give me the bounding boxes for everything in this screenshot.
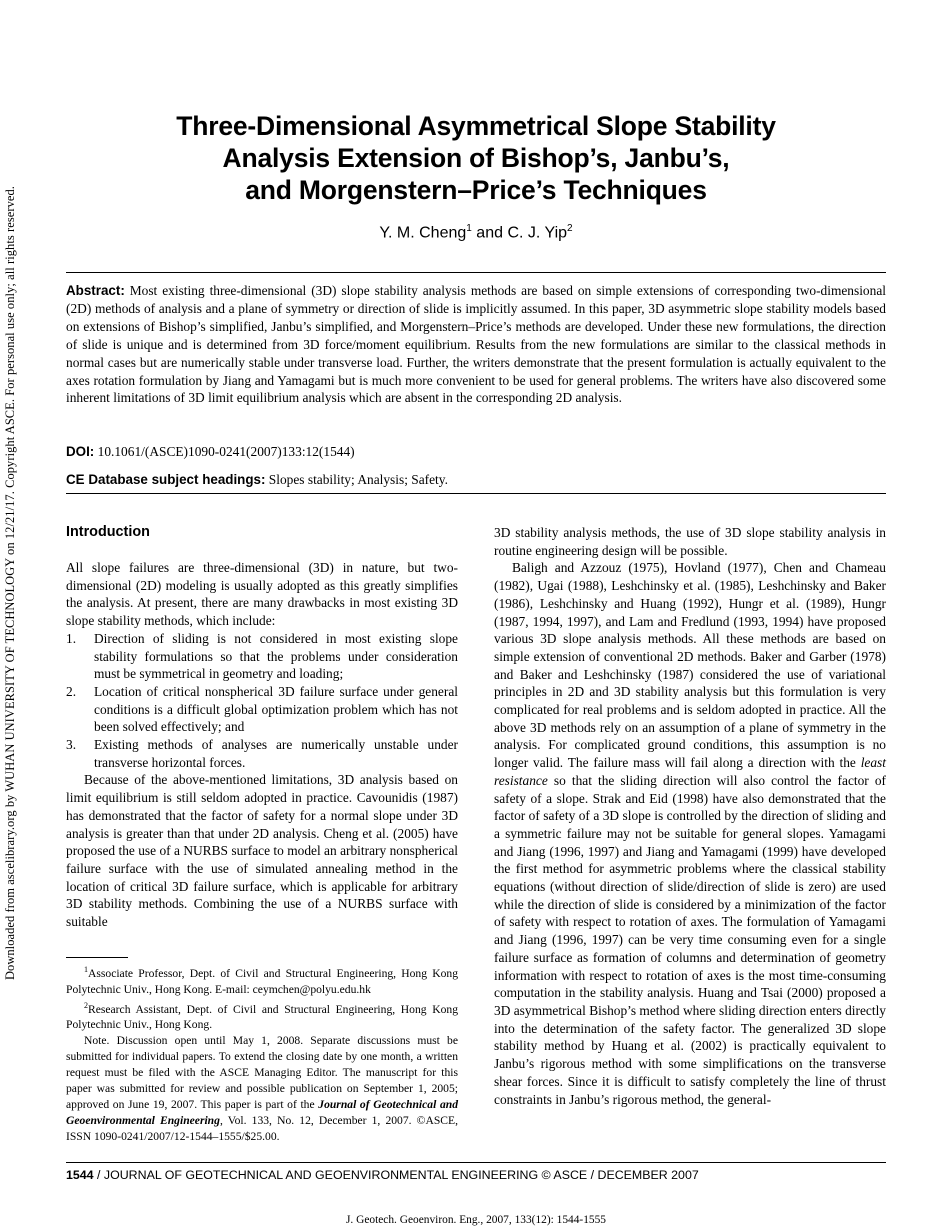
right-paragraph-2-text-end: so that the sliding direction will also control the factor of safety of a slope. Strak and Eid (1998) have also demonstrated that the factor of safety of a 3D slope is controlled by the direction of sliding and a symmetric failure may not be suitable for general slopes. Yamagami and Jiang (1996, 1997) and Jiang and Yamagami (1999) have developed the first method for asymmetric problems where the classical stability equations (without direction of slide/direction of slide is zero) are used while the direction of slide is considered by a minimization of the factor of safety with respect to rotation of axes. The formulation of Yamagami and Jiang (1996, 1997) can be very time consuming even for a single failure surface as formation of columns and determination of geometry information with respect to rotation of axes is the most time-consuming computation in the stability analysis. Huang and Tsai (2000) proposed a 3D asymmetrical Bishop’s method where sliding direction enters directly into the determination of the safety factor. The generalized 3D slope stability method by Huang et al. (2002) is practically equivalent to Janbu’s rigorous method with some simplifications on the transverse shear forces. Since it is difficult to satisfy completely the line of thrust constraints in Janbu’s rigorous method, the general-	[494, 772, 886, 1107]
right-paragraph-2-text: Baligh and Azzouz (1975), Hovland (1977), Chen and Chameau (1982), Ugai (1988), Leshchinsky et al. (1985), Leshchinsky and Baker (1986), Leshchinsky and Huang (1992), Hungr et al. (1989), Hungr (1987, 1994, 1997), and Lam and Fredlund (1993, 1994) have proposed various 3D slope analysis methods. All these methods are based on simple extension of conventional 2D methods. Baker and Garber (1978) and Baker and Leshchinsky (1987) considered the use of variational principles in 2D and 3D stability analysis but this formulation is very complicated for real problems and is seldom adopted in practice. All the above 3D methods rely on an assumption of a plane of symmetry in the analysis. For complicated ground conditions, this assumption is no longer valid. The failure mass will fail along a direction with the	[494, 560, 886, 771]
emphasis-text: least resistance	[494, 755, 886, 788]
footer-divider	[66, 1162, 886, 1163]
abstract	[66, 282, 886, 407]
running-footer	[66, 1168, 699, 1182]
list-item-number: 2.	[66, 683, 77, 699]
footnote-1	[66, 962, 458, 998]
subject-headings	[66, 471, 886, 488]
list-item	[66, 736, 458, 771]
title-line-1: Three-Dimensional Asymmetrical Slope Stability	[176, 111, 776, 141]
right-paragraph-2	[494, 559, 886, 1108]
list-item-text: Location of critical nonspherical 3D failure surface under general conditions is a difficult global optimization problem which has not been solved effectively; and	[94, 683, 458, 735]
list-item-text: Existing methods of analyses are numerically unstable under transverse horizontal forces.	[94, 737, 458, 770]
title-line-3: and Morgenstern–Price’s Techniques	[245, 175, 707, 205]
list-item-number: 3.	[66, 737, 77, 753]
left-column	[66, 524, 458, 931]
right-paragraph-1: 3D stability analysis methods, the use of 3D slope stability analysis in routine engineering design will be possible.	[494, 525, 886, 558]
doi-value: 10.1061/(ASCE)1090-0241(2007)133:12(1544)	[97, 444, 355, 459]
right-column	[494, 524, 886, 1108]
discussion-note	[66, 1033, 458, 1144]
footnote-divider	[66, 957, 128, 958]
note-text-end: , Vol. 133, No. 12, December 1, 2007. ©ASCE, ISSN 1090-0241/2007/12-1544–1555/$25.00.	[66, 1113, 459, 1143]
subject-value: Slopes stability; Analysis; Safety.	[268, 472, 448, 487]
top-divider	[66, 272, 886, 273]
running-head: / JOURNAL OF GEOTECHNICAL AND GEOENVIRONMENTAL ENGINEERING © ASCE / DECEMBER 2007	[93, 1168, 699, 1182]
footnote-2	[66, 998, 458, 1034]
author-2-name: C. J. Yip	[507, 224, 568, 242]
abstract-label: Abstract:	[66, 283, 125, 298]
intro-paragraph-2: Because of the above-mentioned limitations, 3D analysis based on limit equilibrium is still seldom adopted in practice. Cavounidis (1987) has demonstrated that the factor of safety for a normal slope under 3D analysis is greater than that under 2D analysis. Cheng et al. (2005) have proposed the use of a NURBS surface to model an arbitrary nonspherical failure surface with the use of simulated annealing method in the location of critical 3D failure surface, which is applicable for arbitrary 3D stability methods. Combining the use of a NURBS surface with suitable	[66, 772, 458, 930]
list-item	[66, 630, 458, 683]
footnote-2-mark: 2	[84, 1000, 88, 1010]
author-1-name: Y. M. Cheng	[379, 224, 467, 242]
doi-label: DOI:	[66, 444, 95, 459]
download-notice: Downloaded from ascelibrary.org by WUHAN UNIVERSITY OF TECHNOLOGY on 12/21/17. Copyright ASCE. For personal use only; all rights reserved.	[3, 186, 17, 980]
author-2-mark: 2	[567, 223, 573, 234]
subject-label: CE Database subject headings:	[66, 472, 266, 487]
intro-paragraph-1: All slope failures are three-dimensional (3D) in nature, but two-dimensional (2D) modeling is usually adopted as this greatly simplifies the analysis. At present, there are many drawbacks in most existing 3D slope stability methods, which include:	[66, 560, 458, 629]
list-item-text: Direction of sliding is not considered in most existing slope stability formulations so that the problems under consideration must be symmetrical in geometry and loading;	[94, 630, 458, 682]
abstract-divider	[66, 493, 886, 494]
author-list	[66, 223, 886, 242]
list-item	[66, 683, 458, 736]
note-text: Note. Discussion open until May 1, 2008. Separate discussions must be submitted for individual papers. To extend the closing date by one month, a written request must be filed with the ASCE Managing Editor. The manuscript for this paper was submitted for review and possible publication on September 1, 2005; approved on June 19, 2007. This paper is part of the	[66, 1034, 458, 1111]
abstract-text: Most existing three-dimensional (3D) slope stability analysis methods are based on simple extensions of corresponding two-dimensional (2D) methods of analysis and a plane of symmetry or direction of slide is implicitly assumed. In this paper, 3D asymmetric slope stability models based on extensions of Bishop’s simplified, Janbu’s simplified, and Morgenstern–Price’s methods are developed. Under these new formulations, the direction of slide is unique and is determined from 3D force/moment equilibrium. Results from the new formulations are similar to the classical methods in normal cases but are numerically stable under transverse load. Further, the writers demonstrate that the present formulation is actually equivalent to the axes rotation formulation by Jiang and Yamagami but is much more convenient to be used for general problems. The writers have also discovered some inherent limitations of 3D limit equilibrium analysis which are absent in the corresponding 2D analysis.	[66, 283, 886, 406]
author-conjunction: and	[471, 224, 508, 242]
page-number: 1544	[66, 1168, 94, 1182]
note-journal-name: Journal of Geotechnical and Geoenvironmental Engineering	[66, 1097, 458, 1127]
title-line-2: Analysis Extension of Bishop’s, Janbu’s,	[222, 143, 730, 173]
footnote-1-mark: 1	[84, 965, 88, 974]
footnotes	[66, 962, 458, 1145]
doi-line	[66, 443, 886, 460]
footnote-2-text: Research Assistant, Dept. of Civil and Structural Engineering, Hong Kong Polytechnic Univ., Hong Kong.	[66, 1002, 458, 1032]
section-heading-introduction: Introduction	[66, 524, 150, 540]
footnote-1-text: Associate Professor, Dept. of Civil and Structural Engineering, Hong Kong Polytechnic Univ., Hong Kong. E-mail: ceymchen@polyu.edu.hk	[66, 966, 458, 996]
list-item-number: 1.	[66, 630, 77, 646]
citation-line: J. Geotech. Geoenviron. Eng., 2007, 133(12): 1544-1555	[345, 1214, 607, 1226]
author-1-mark: 1	[466, 223, 472, 234]
paper-title	[66, 110, 886, 206]
